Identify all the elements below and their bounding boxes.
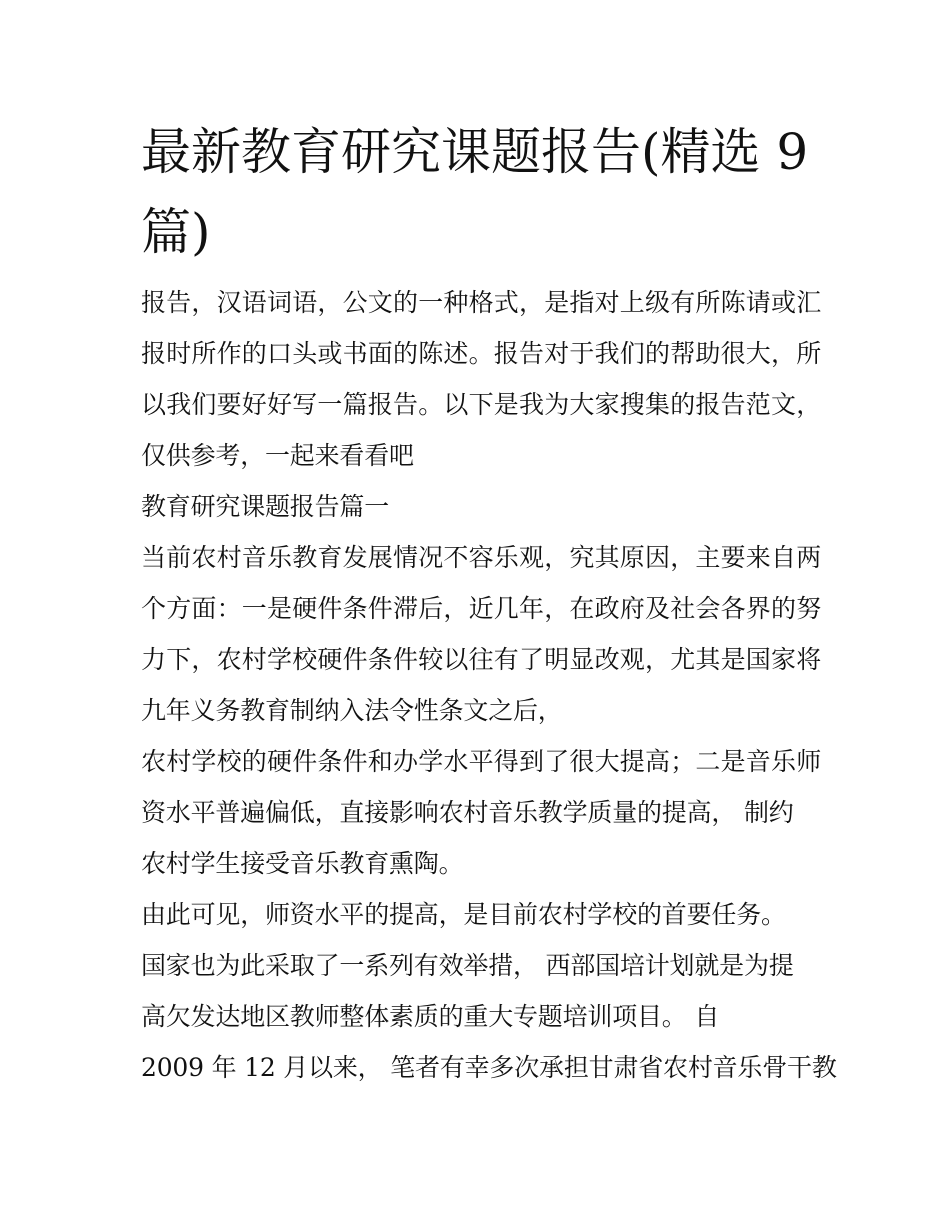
document-title: 最新教育研究课题报告(精选 9 篇): [141, 123, 809, 261]
body-line: 仅供参考，一起来看看吧: [141, 441, 414, 470]
body-line: 资水平普遍偏低，直接影响农村音乐教学质量的提高， 制约: [141, 798, 794, 827]
body-line: 当前农村音乐教育发展情况不容乐观，究其原因，主要来自两: [141, 543, 821, 572]
document-body: [141, 280, 837, 1096]
body-line: 以我们要好好写一篇报告。以下是我为大家搜集的报告范文，: [141, 390, 821, 419]
body-line: 力下，农村学校硬件条件较以往有了明显改观，尤其是国家将: [141, 645, 821, 674]
body-line: 国家也为此采取了一系列有效举措， 西部国培计划就是为提: [141, 951, 794, 980]
body-line: 报时所作的口头或书面的陈述。报告对于我们的帮助很大，所: [141, 339, 821, 368]
body-line: 高欠发达地区教师整体素质的重大专题培训项目。 自: [141, 1002, 720, 1031]
body-line: 九年义务教育制纳入法令性条文之后，: [141, 696, 563, 725]
body-line: 个方面：一是硬件条件滞后，近几年，在政府及社会各界的努: [141, 594, 821, 623]
body-line: 农村学校的硬件条件和办学水平得到了很大提高；二是音乐师: [141, 747, 821, 776]
section-heading: 教育研究课题报告篇一: [141, 492, 390, 521]
body-line: 2009 年 12 月以来， 笔者有幸多次承担甘肃省农村音乐骨干教: [141, 1053, 837, 1082]
body-line: 报告，汉语词语，公文的一种格式，是指对上级有所陈请或汇: [141, 288, 821, 317]
body-line: 农村学生接受音乐教育熏陶。: [141, 849, 464, 878]
body-line: 由此可见，师资水平的提高，是目前农村学校的首要任务。: [141, 900, 786, 929]
